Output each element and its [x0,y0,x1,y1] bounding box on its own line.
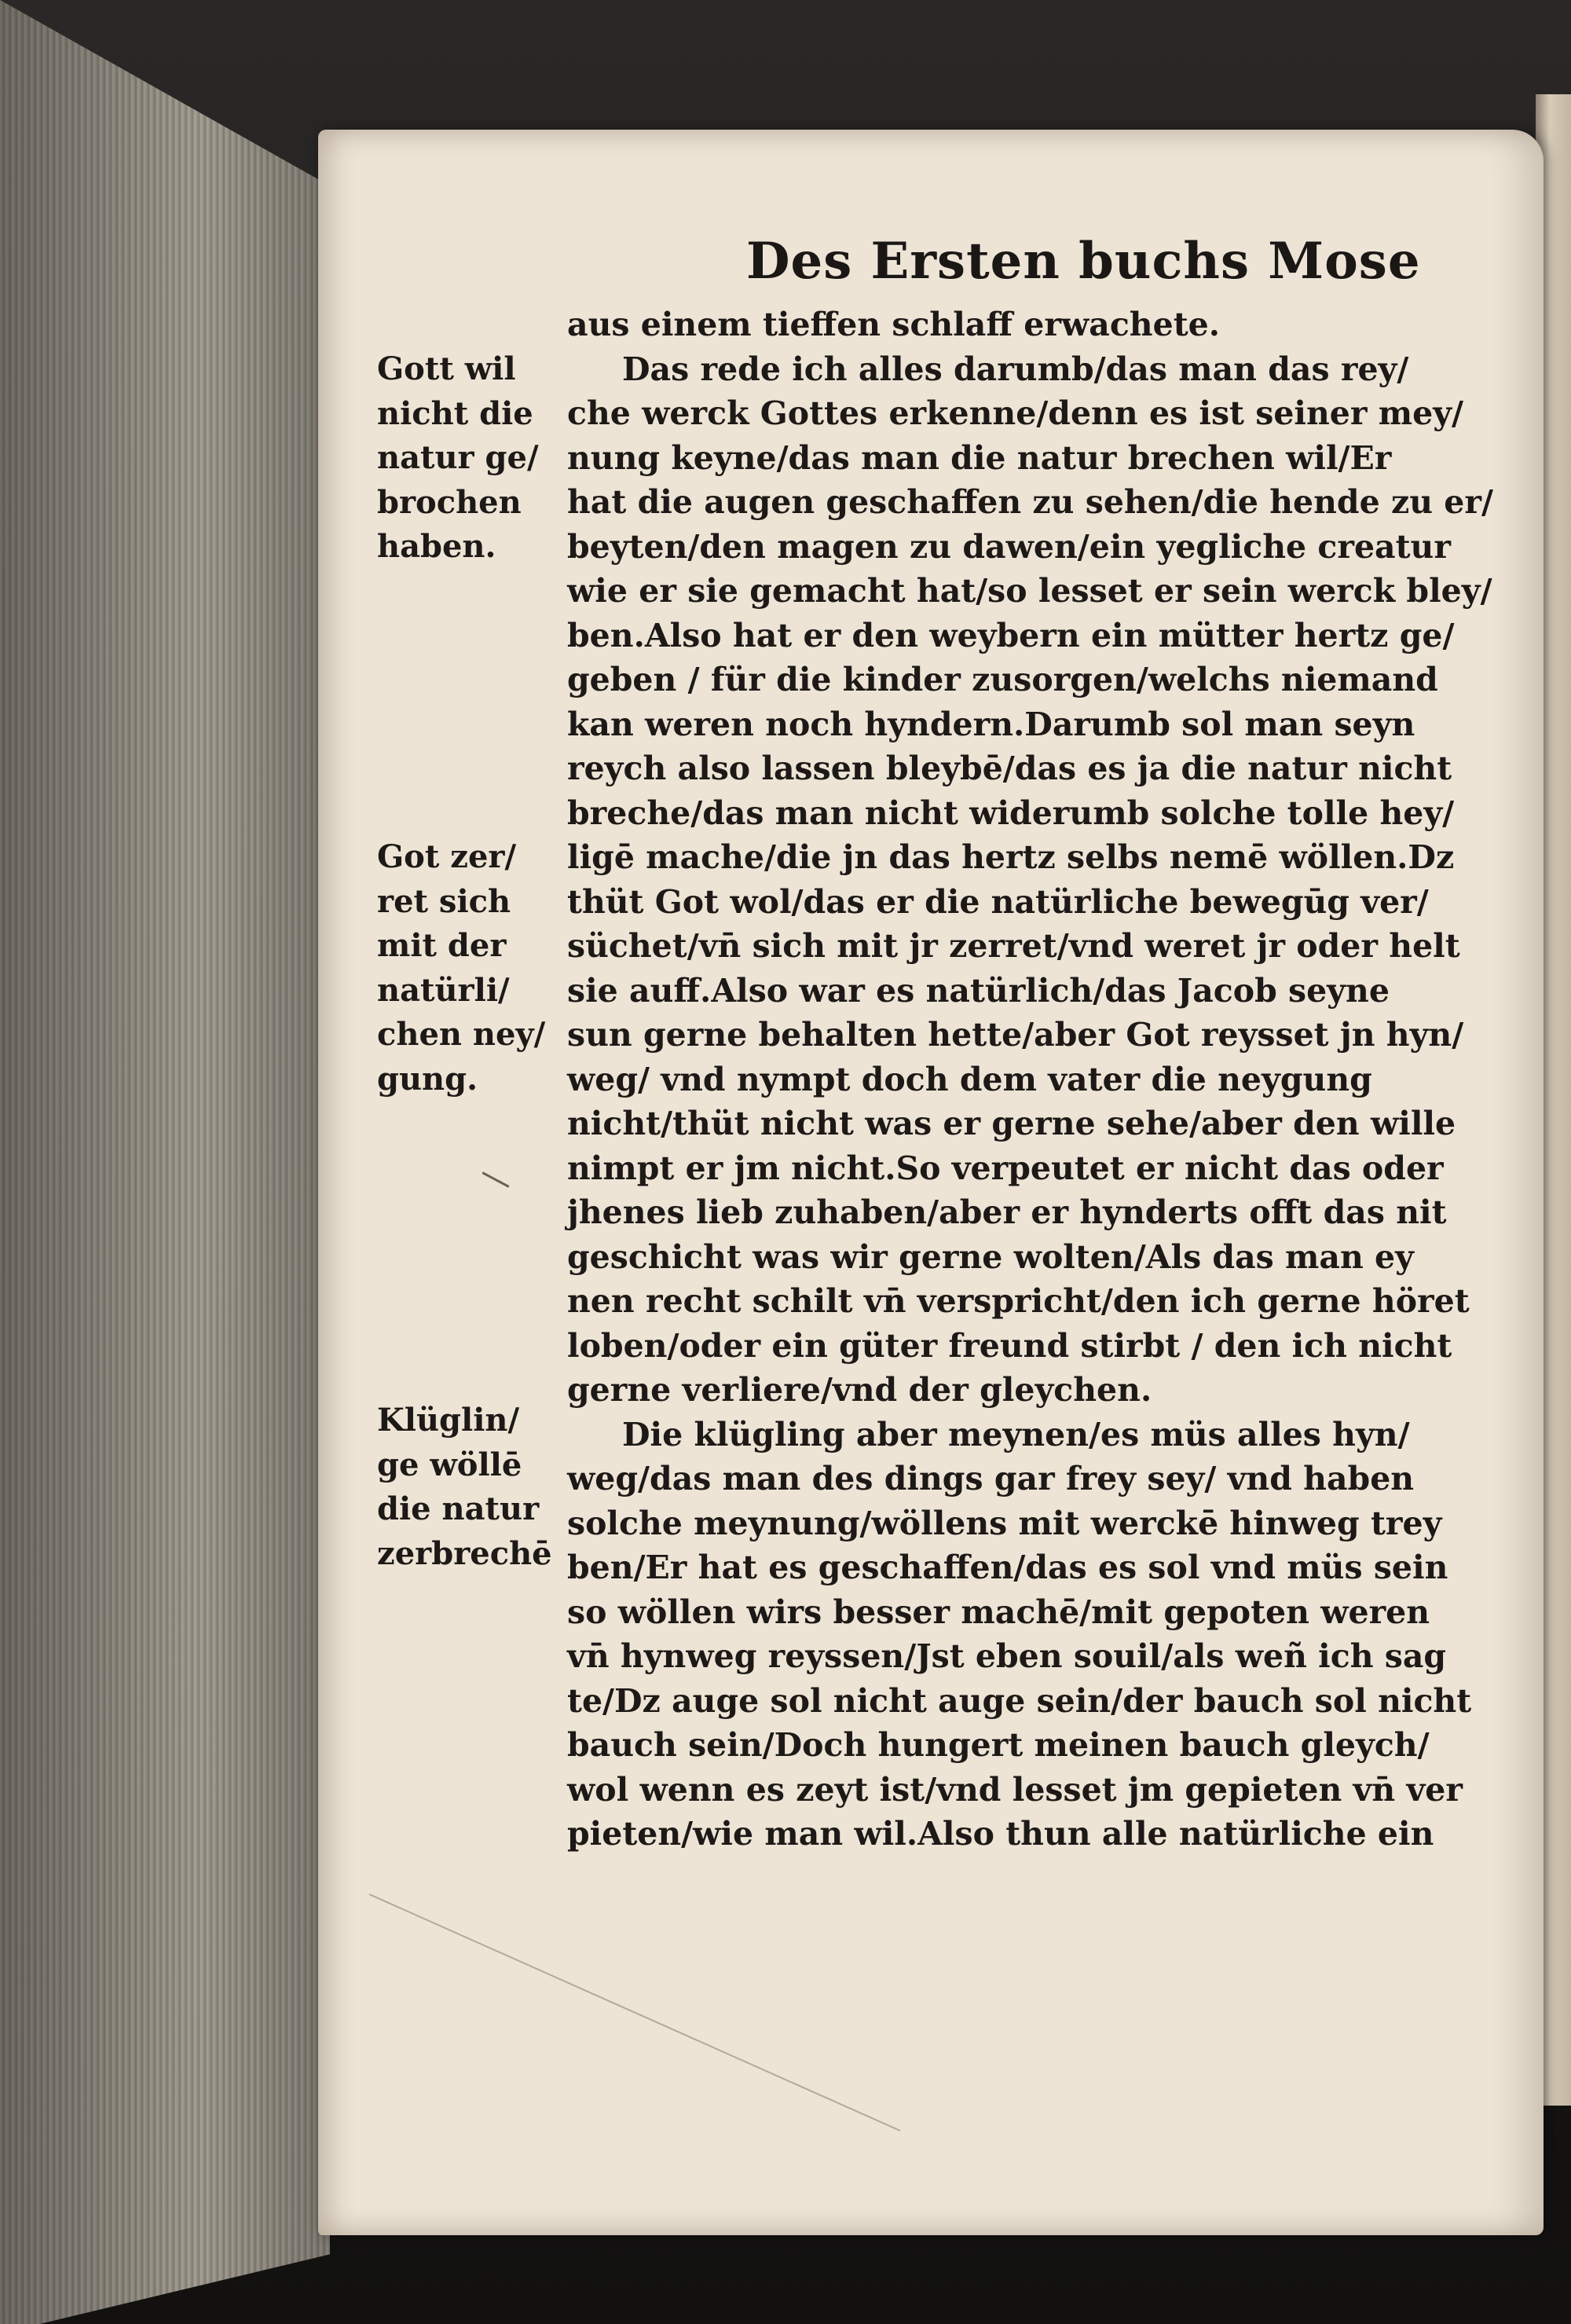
text-line: wol wenn es zeyt ist/vnd lesset jm gepieten vn̄ ver [567,1770,1463,1809]
text-line: nimpt er jm nicht.So verpeutet er nicht das oder [567,1149,1444,1187]
text-line: geschicht was wir gerne wolten/Als das man ey [567,1237,1414,1276]
margin-note-line: zerbrechē [377,1534,552,1572]
text-line: Die klügling aber meynen/es müs alles hyn/ [622,1415,1410,1453]
text-line: sie auff.Also war es natürlich/das Jacob seyne [567,971,1390,1010]
text-line: hat die augen geschaffen zu sehen/die hende zu er/ [567,483,1493,521]
text-line: ligē mache/die jn das hertz selbs nemē wöllen.Dz [567,838,1455,876]
text-line: solche meynung/wöllens mit werckē hinweg trey [567,1504,1442,1542]
text-line: pieten/wie man wil.Also thun alle natürliche ein [567,1815,1434,1853]
text-line: beyten/den magen zu dawen/ein yegliche creatur [567,527,1451,566]
text-line: jhenes lieb zuhaben/aber er hynderts offt das nit [567,1193,1447,1231]
margin-note-line: ret sich [377,882,511,920]
text-line: süchet/vn̄ sich mit jr zerret/vnd weret jr oder helt [567,927,1460,965]
text-line: nen recht schilt vn̄ verspricht/den ich gerne höret [567,1282,1470,1320]
text-line: aus einem tieffen schlaff erwachete. [567,306,1220,343]
margin-note-line: nicht die [377,394,533,432]
margin-note-line: brochen [377,483,522,521]
text-line: nicht/thüt nicht was er gerne sehe/aber den wille [567,1105,1456,1142]
text-line: weg/das man des dings gar frey sey/ vnd haben [567,1460,1415,1497]
text-line: breche/das man nicht widerumb solche tolle hey/ [567,794,1455,832]
text-line: so wöllen wirs besser machē/mit gepoten weren [567,1593,1430,1631]
text-line: reych also lassen bleybē/das es ja die natur nicht [567,750,1452,787]
text-line: bauch sein/Doch hungert meinen bauch gleych/ [567,1726,1430,1764]
margin-note-line: Gott wil [377,350,516,387]
running-head: Des Ersten buchs Mose [746,232,1421,291]
margin-note-line: die natur [377,1490,540,1527]
text-line: te/Dz auge sol nicht auge sein/der bauch sol nicht [567,1681,1472,1720]
margin-note-3 [377,1398,562,1576]
text-line: gerne verliere/vnd der gleychen. [567,1371,1152,1409]
text-line: ben.Also hat er den weybern ein mütter hertz ge/ [567,616,1455,654]
text-line: weg/ vnd nympt doch dem vater die neygung [567,1060,1372,1098]
text-line: Das rede ich alles darumb/das man das rey/ [622,350,1409,388]
margin-note-line: Klüglin/ [377,1402,520,1439]
margin-note-line: haben. [377,528,496,565]
text-line: geben / für die kinder zusorgen/welchs niemand [567,661,1438,698]
text-line: kan weren noch hyndern.Darumb sol man seyn [567,705,1415,743]
margin-note-line: gung. [377,1060,478,1098]
margin-note-line: chen ney/ [377,1016,546,1053]
margin-note-line: Got zer/ [377,838,517,875]
page-edges-shadow [0,0,330,2324]
margin-note-line: ge wöllē [377,1446,522,1483]
margin-note-1 [377,347,562,570]
text-line: sun gerne behalten hette/aber Got reysset jn hyn/ [567,1016,1464,1054]
margin-note-2 [377,835,562,1102]
text-line: wie er sie gemacht hat/so lesset er sein werck bley/ [567,572,1492,610]
text-line: vn̄ hynweg reyssen/Jst eben souil/als weñ ich sag [567,1637,1447,1675]
margin-note-line: natur ge/ [377,439,539,476]
text-line: che werck Gottes erkenne/denn es ist seiner mey/ [567,394,1464,432]
main-text-block [567,302,1493,1857]
text-line: ben/Er hat es geschaffen/das es sol vnd müs sein [567,1549,1448,1586]
text-line: nung keyne/das man die natur brechen wil/Er [567,438,1392,477]
margin-note-line: mit der [377,927,507,964]
text-line: loben/oder ein güter freund stirbt / den ich nicht [567,1326,1452,1365]
margin-note-line: natürli/ [377,971,510,1009]
text-line: thüt Got wol/das er die natürliche bewegūg ver/ [567,882,1429,921]
